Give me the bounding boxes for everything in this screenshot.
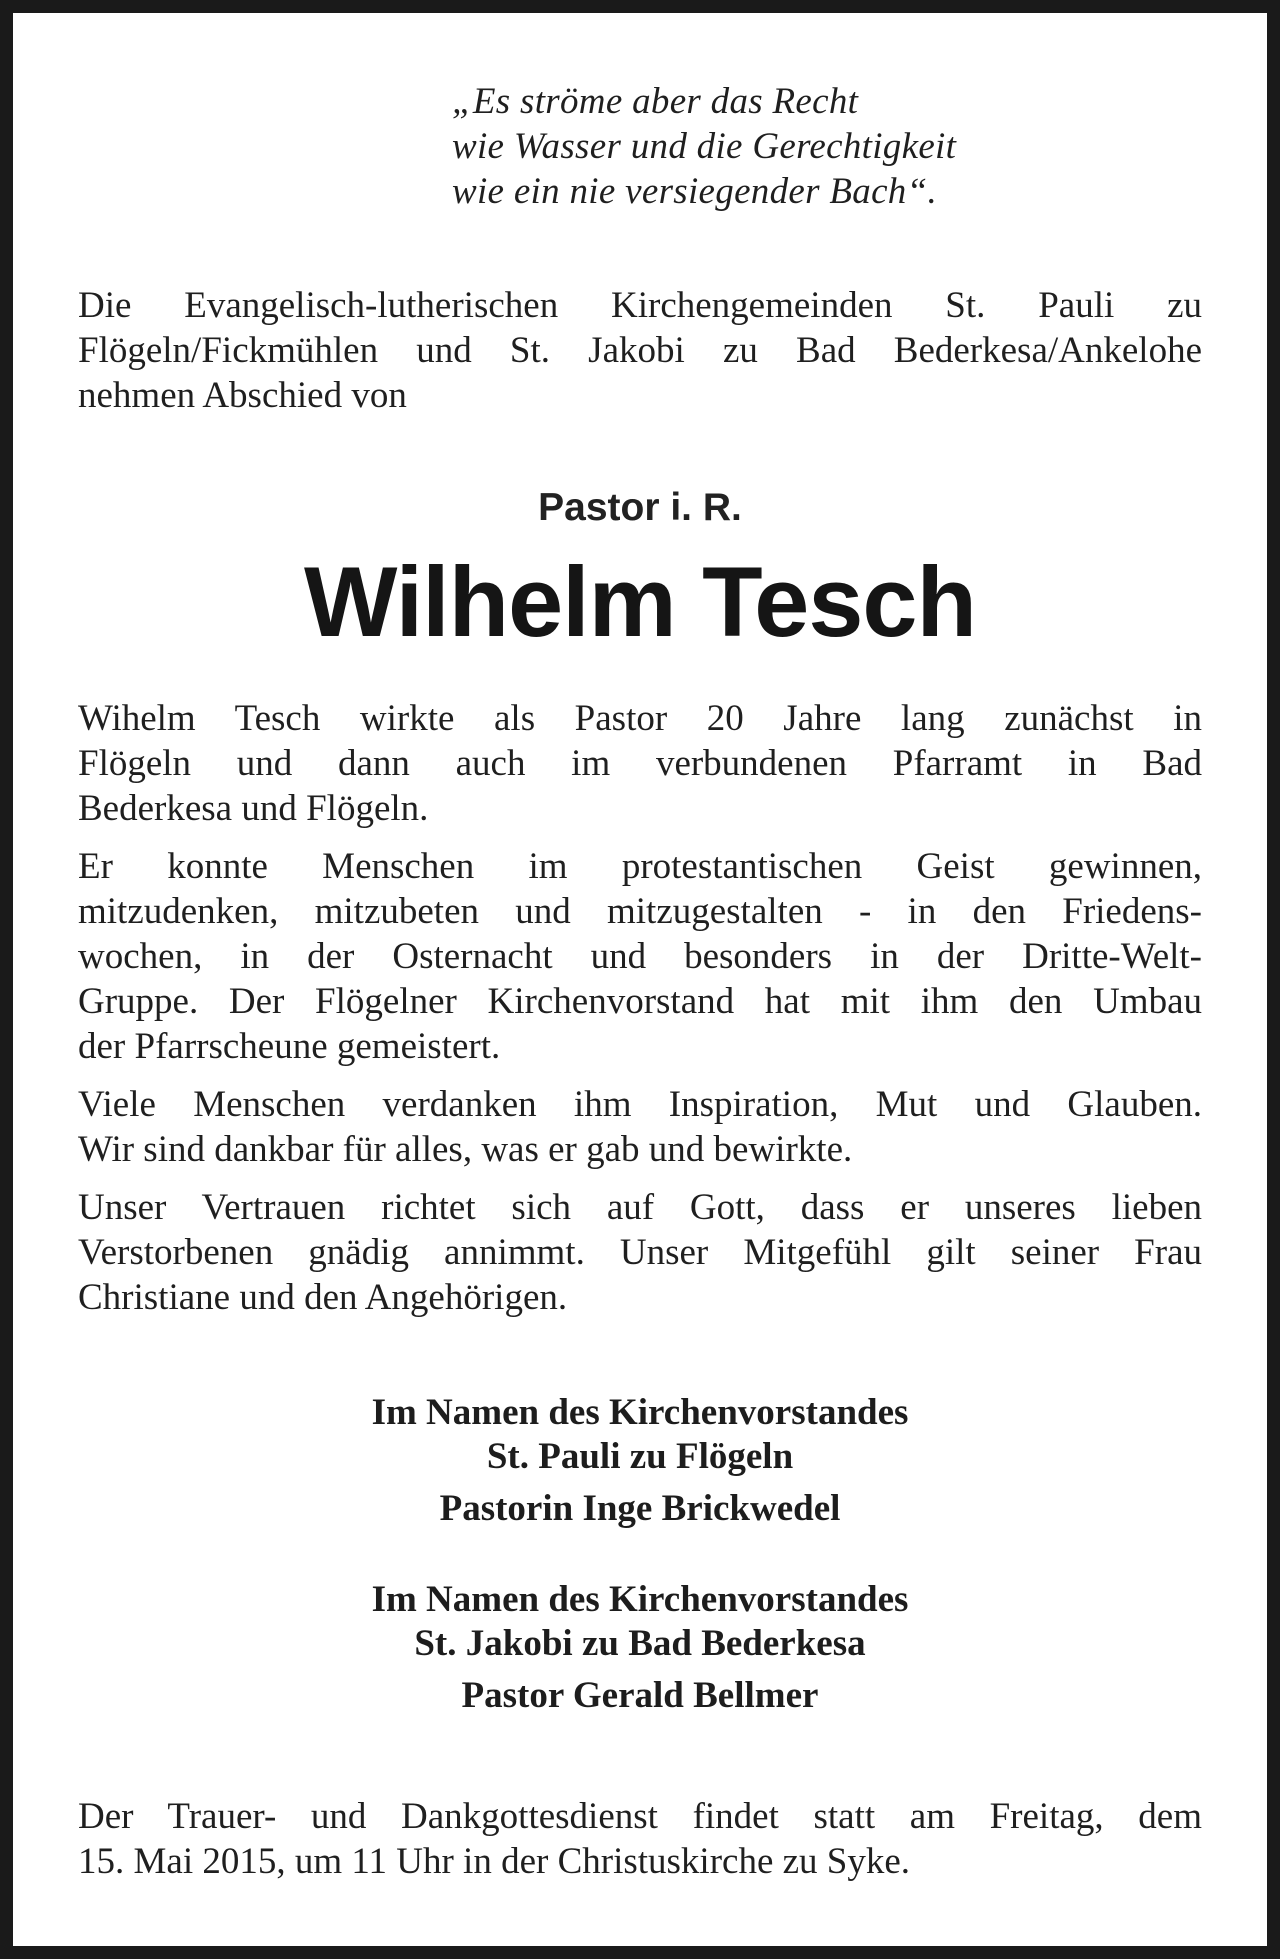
- signature-line: Im Namen des Kirchenvorstandes: [371, 1392, 909, 1433]
- service-line: 15. Mai 2015, um 11 Uhr in der Christuskirche zu Syke.: [78, 1841, 911, 1882]
- bible-quote: [452, 79, 1092, 214]
- signature-block-st-jakobi: [0, 1578, 1280, 1718]
- bio-line: Unser Vertrauen richtet sich auf Gott, dass er unseres lieben: [78, 1187, 1202, 1228]
- signature-block-st-pauli: [0, 1391, 1280, 1531]
- deceased-name: Wilhelm Tesch: [304, 546, 976, 657]
- intro-line: nehmen Abschied von: [78, 375, 407, 416]
- deceased-title: Pastor i. R.: [538, 486, 742, 529]
- bio-paragraph: [78, 696, 1202, 831]
- bio-line: Verstorbenen gnädig annimmt. Unser Mitgefühl gilt seiner Frau: [78, 1232, 1202, 1273]
- bio-line: Er konnte Menschen im protestantischen Geist gewinnen,: [78, 846, 1202, 887]
- bio-line: Viele Menschen verdanken ihm Inspiration, Mut und Glauben.: [78, 1084, 1202, 1125]
- quote-line: wie ein nie versiegender Bach“.: [452, 171, 938, 212]
- signature-parish: St. Jakobi zu Bad Bederkesa: [414, 1623, 866, 1664]
- signature-line: Im Namen des Kirchenvorstandes: [371, 1579, 909, 1620]
- bio-line: Wir sind dankbar für alles, was er gab und bewirkte.: [78, 1129, 853, 1170]
- bio-line: Gruppe. Der Flögelner Kirchenvorstand hat mit ihm den Umbau: [78, 981, 1202, 1022]
- biography: [78, 696, 1202, 1320]
- intro-paragraph: [78, 283, 1202, 418]
- intro-line: Die Evangelisch-lutherischen Kirchengemeinden St. Pauli zu: [78, 285, 1202, 326]
- signature-name: Pastorin Inge Brickwedel: [439, 1488, 841, 1529]
- service-line: Der Trauer- und Dankgottesdienst findet statt am Freitag, dem: [78, 1796, 1202, 1837]
- quote-line: „Es ströme aber das Recht: [452, 81, 859, 122]
- bio-line: wochen, in der Osternacht und besonders in der Dritte-Welt-: [78, 936, 1202, 977]
- bio-line: mitzudenken, mitzubeten und mitzugestalten - in den Friedens-: [78, 891, 1202, 932]
- bio-paragraph: [78, 1082, 1202, 1172]
- bio-paragraph: [78, 844, 1202, 1069]
- intro-line: Flögeln/Fickmühlen und St. Jakobi zu Bad Bederkesa/Ankelohe: [78, 330, 1202, 371]
- quote-line: wie Wasser und die Gerechtigkeit: [452, 126, 957, 167]
- service-notice: [78, 1794, 1202, 1884]
- bio-line: Wihelm Tesch wirkte als Pastor 20 Jahre lang zunächst in: [78, 698, 1202, 739]
- signature-name: Pastor Gerald Bellmer: [461, 1675, 819, 1716]
- bio-line: der Pfarrscheune gemeistert.: [78, 1026, 501, 1067]
- signature-parish: St. Pauli zu Flögeln: [486, 1436, 794, 1477]
- bio-line: Bederkesa und Flögeln.: [78, 788, 429, 829]
- bio-line: Flögeln und dann auch im verbundenen Pfarramt in Bad: [78, 743, 1202, 784]
- bio-line: Christiane und den Angehörigen.: [78, 1277, 568, 1318]
- bio-paragraph: [78, 1185, 1202, 1320]
